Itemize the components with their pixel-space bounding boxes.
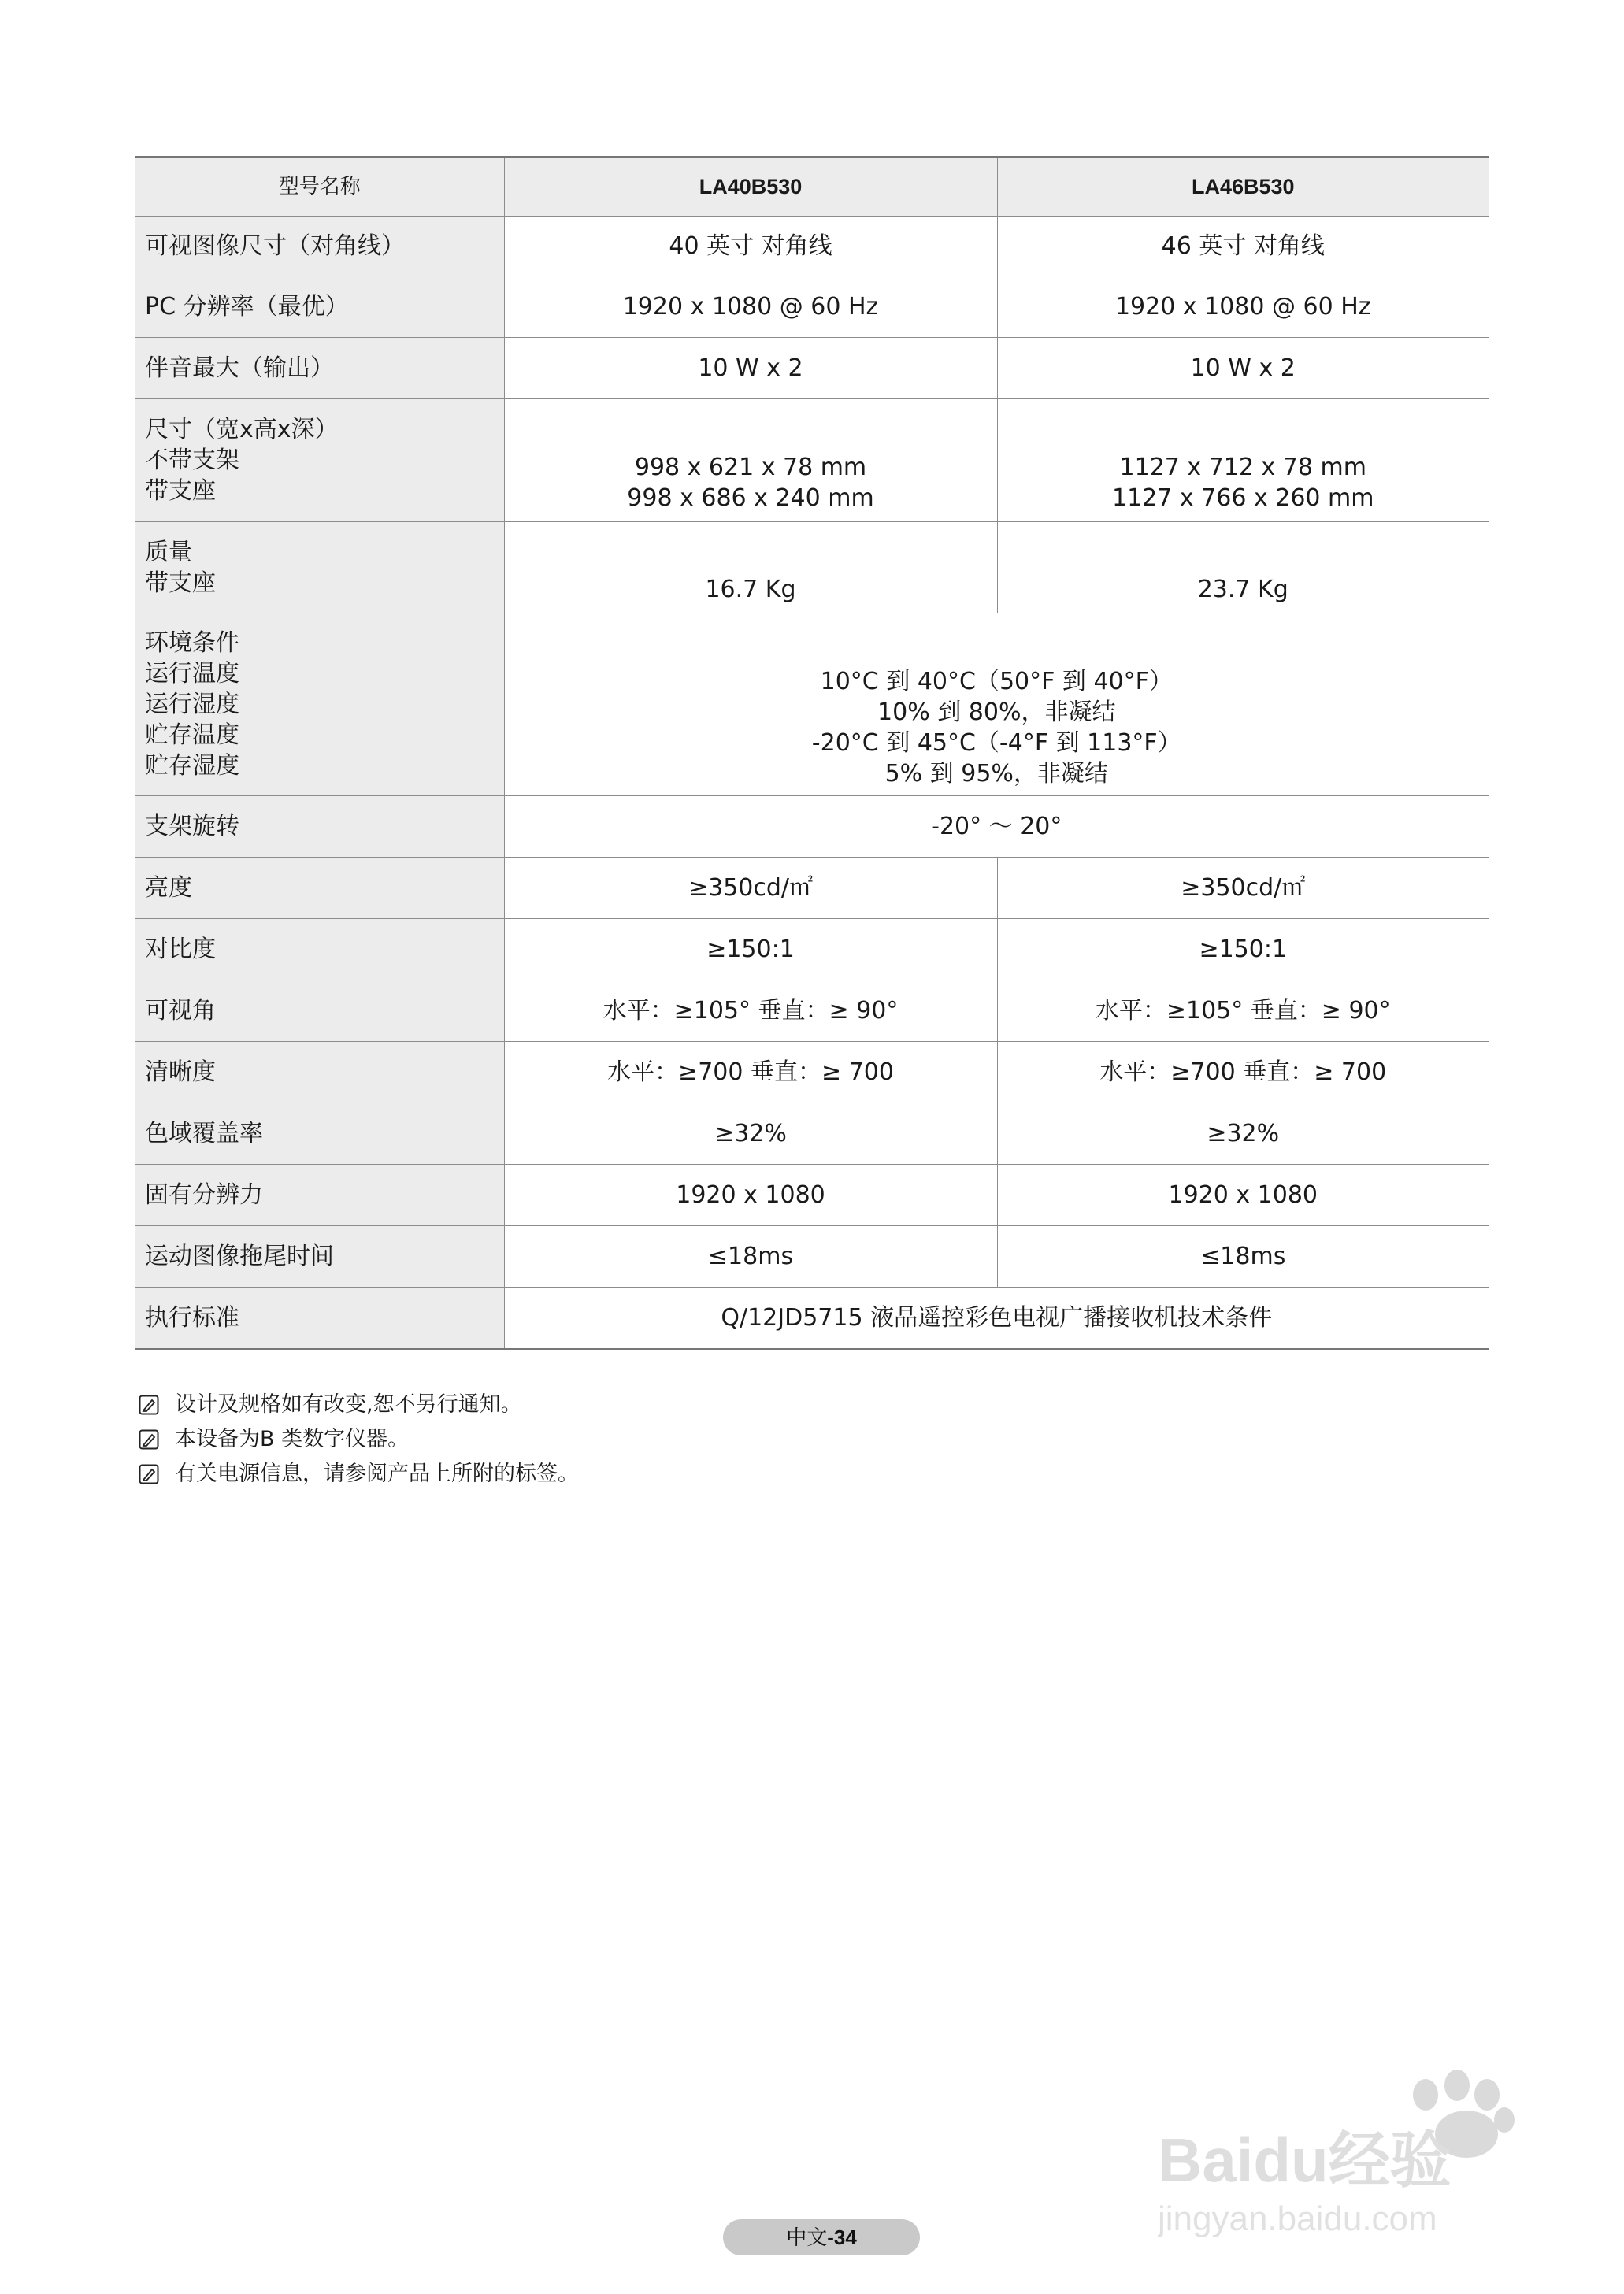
cell-model-a (504, 522, 997, 613)
header-model-b: LA46B530 (997, 157, 1489, 217)
cell-merged (504, 613, 1489, 796)
cell-model-b (997, 217, 1489, 276)
cell-line: -20° ～ 20° (931, 813, 1062, 840)
header-model-a: LA40B530 (504, 157, 997, 217)
cell-line: 水平：≥105° 垂直：≥ 90° (603, 997, 899, 1025)
row-label (135, 522, 504, 613)
cell-line: 998 x 686 x 240 mm (627, 484, 874, 512)
table-row (135, 1288, 1489, 1349)
row-label-line: 清晰度 (145, 1058, 216, 1086)
row-label-line: 尺寸（宽x高x深） (145, 416, 339, 443)
row-label-line: 带支座 (145, 569, 216, 597)
row-label-line: 不带支架 (145, 447, 239, 474)
note-item (139, 1422, 579, 1457)
table-row (135, 613, 1489, 796)
cell-line: ≤18ms (707, 1243, 794, 1270)
note-icon (139, 1395, 159, 1415)
row-label-line: 执行标准 (145, 1303, 239, 1332)
table-row (135, 1103, 1489, 1165)
row-label-line: 贮存温度 (145, 721, 239, 749)
cell-line: 10°C 到 40°C（50°F 到 40°F） (820, 668, 1173, 695)
cell-model-a (504, 1226, 997, 1288)
cell-model-a (504, 919, 997, 980)
cell-model-b (997, 980, 1489, 1042)
cell-model-a (504, 217, 997, 276)
note-text: 本设备为B 类数字仪器。 (175, 1427, 410, 1451)
cell-line: 10 W x 2 (698, 354, 803, 382)
cell-line: 1127 x 712 x 78 mm (1119, 454, 1366, 481)
row-label-line: 可视图像尺寸（对角线） (145, 232, 405, 260)
cell-model-b (997, 399, 1489, 522)
cell-line: 10% 到 80%，非凝结 (877, 699, 1116, 726)
row-label (135, 1042, 504, 1103)
spec-table (135, 156, 1489, 1350)
cell-line: 1920 x 1080 @ 60 Hz (622, 293, 879, 321)
cell-line: ≤18ms (1200, 1243, 1286, 1270)
cell-line: ≥150:1 (706, 936, 795, 963)
cell-line: 998 x 621 x 78 mm (634, 454, 867, 481)
row-label (135, 338, 504, 399)
cell-line: 1920 x 1080 (676, 1181, 825, 1209)
row-label-line: 色域覆盖率 (145, 1120, 263, 1147)
watermark-logo (1158, 2063, 1552, 2252)
table-row (135, 1042, 1489, 1103)
row-label (135, 1165, 504, 1226)
cell-model-b (997, 919, 1489, 980)
watermark-brand: Baidu经验 (1158, 2125, 1452, 2195)
cell-line: ≥350cd/㎡ (688, 874, 814, 902)
cell-line: 16.7 Kg (705, 576, 796, 603)
row-label-line: PC 分辨率（最优） (145, 293, 349, 321)
row-label-line: 伴音最大（输出） (145, 354, 334, 382)
cell-model-a (504, 858, 997, 919)
row-label-line: 对比度 (145, 936, 216, 963)
cell-line: 1127 x 766 x 260 mm (1111, 484, 1374, 512)
cell-model-a (504, 1165, 997, 1226)
row-label-line: 固有分辨力 (145, 1181, 263, 1209)
cell-line: 10 W x 2 (1190, 354, 1296, 382)
row-label-line: 可视角 (145, 997, 216, 1025)
cell-model-b (997, 1165, 1489, 1226)
cell-line: ≥32% (1207, 1120, 1280, 1147)
table-row (135, 858, 1489, 919)
table-row (135, 1226, 1489, 1288)
cell-line: ≥32% (714, 1120, 787, 1147)
cell-line: 46 英寸 对角线 (1161, 232, 1325, 260)
cell-model-b (997, 858, 1489, 919)
row-label (135, 1288, 504, 1349)
cell-merged (504, 1288, 1489, 1349)
cell-model-a (504, 980, 997, 1042)
cell-line: 1920 x 1080 @ 60 Hz (1114, 293, 1371, 321)
cell-model-a (504, 276, 997, 338)
table-row (135, 276, 1489, 338)
cell-model-a (504, 1103, 997, 1165)
cell-line: -20°C 到 45°C（-4°F 到 113°F） (811, 729, 1181, 757)
row-label (135, 919, 504, 980)
table-row (135, 399, 1489, 522)
cell-line: 水平：≥105° 垂直：≥ 90° (1095, 997, 1391, 1025)
cell-line: 水平：≥700 垂直：≥ 700 (607, 1058, 894, 1086)
cell-model-b (997, 1226, 1489, 1288)
cell-line: ≥350cd/㎡ (1181, 874, 1306, 902)
row-label-line: 运行温度 (145, 660, 239, 687)
cell-model-b (997, 338, 1489, 399)
row-label (135, 858, 504, 919)
row-label (135, 276, 504, 338)
row-label (135, 399, 504, 522)
cell-model-a (504, 338, 997, 399)
cell-line: 40 英寸 对角线 (669, 232, 832, 260)
table-row (135, 338, 1489, 399)
note-text: 设计及规格如有改变,恕不另行通知。 (175, 1392, 522, 1417)
note-item (139, 1388, 579, 1422)
note-icon (139, 1464, 159, 1484)
cell-model-b (997, 276, 1489, 338)
table-row (135, 1165, 1489, 1226)
cell-line: 5% 到 95%，非凝结 (884, 760, 1108, 788)
watermark-url: jingyan.baidu.com (1158, 2199, 1437, 2238)
row-label-line: 运动图像拖尾时间 (145, 1243, 334, 1270)
table-row (135, 796, 1489, 858)
cell-model-b (997, 1042, 1489, 1103)
row-label (135, 217, 504, 276)
cell-line: 1920 x 1080 (1168, 1181, 1318, 1209)
header-label: 型号名称 (135, 157, 504, 217)
notes-list (139, 1388, 579, 1492)
row-label-line: 运行湿度 (145, 691, 239, 718)
table-row (135, 919, 1489, 980)
cell-model-b (997, 522, 1489, 613)
row-label-line: 贮存湿度 (145, 752, 239, 780)
table-header-row (135, 157, 1489, 217)
note-item (139, 1457, 579, 1492)
note-icon (139, 1429, 159, 1450)
row-label-line: 支架旋转 (145, 813, 239, 840)
cell-merged (504, 796, 1489, 858)
row-label-line: 亮度 (145, 874, 192, 902)
cell-model-a (504, 1042, 997, 1103)
row-label (135, 980, 504, 1042)
footer-lang: 中文 (786, 2226, 828, 2250)
table-row (135, 522, 1489, 613)
row-label-line: 质量 (145, 538, 192, 566)
row-label (135, 1103, 504, 1165)
footer-page: -34 (827, 2225, 857, 2249)
cell-line: ≥150:1 (1199, 936, 1288, 963)
table-row (135, 980, 1489, 1042)
row-label (135, 613, 504, 796)
note-text: 有关电源信息，请参阅产品上所附的标签。 (175, 1462, 579, 1486)
row-label-line: 带支座 (145, 477, 216, 505)
cell-model-b (997, 1103, 1489, 1165)
row-label-line: 环境条件 (145, 629, 239, 657)
cell-line: 23.7 Kg (1197, 576, 1288, 603)
table-row (135, 217, 1489, 276)
cell-line: Q/12JD5715 液晶遥控彩色电视广播接收机技术条件 (721, 1303, 1273, 1332)
row-label (135, 796, 504, 858)
page-number-badge (723, 2219, 920, 2255)
row-label (135, 1226, 504, 1288)
cell-model-a (504, 399, 997, 522)
cell-line: 水平：≥700 垂直：≥ 700 (1099, 1058, 1387, 1086)
